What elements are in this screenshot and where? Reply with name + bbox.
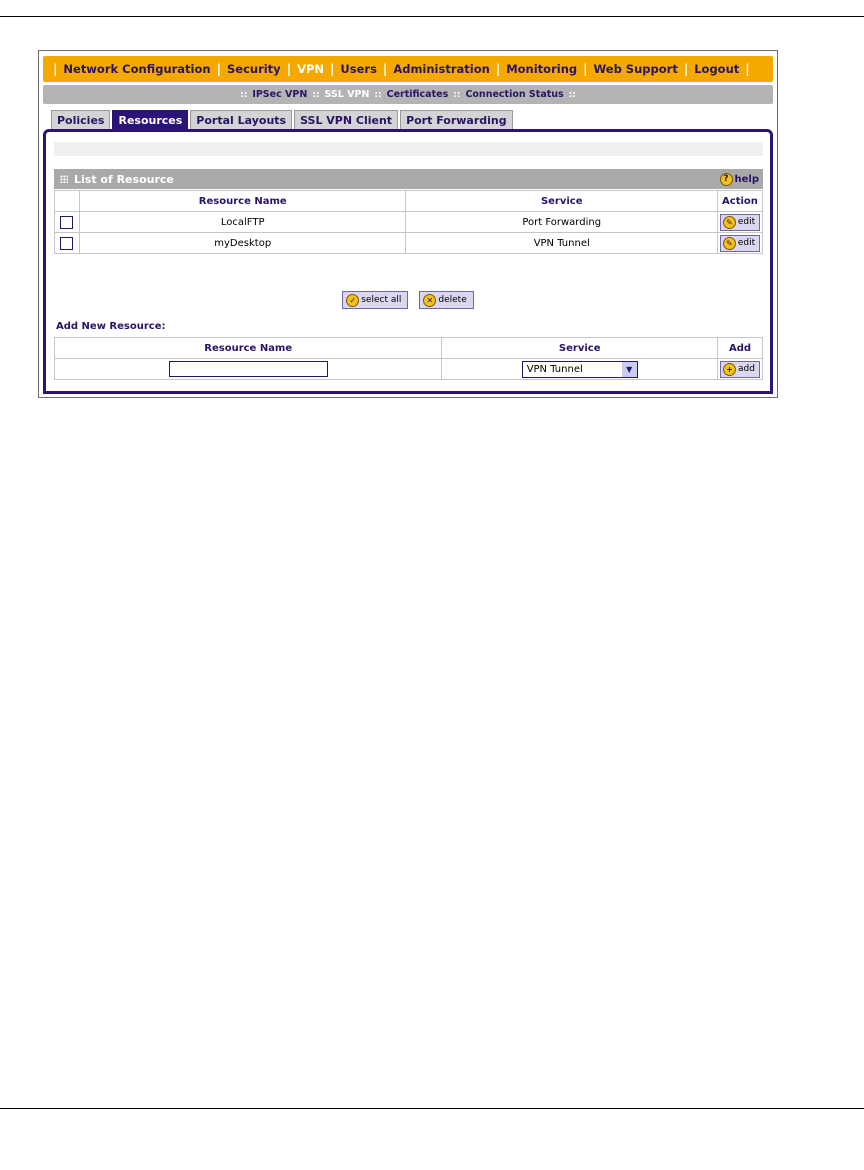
row-checkbox[interactable]: [60, 237, 73, 250]
edit-icon: ✎: [723, 216, 736, 229]
row-select-cell: [55, 233, 80, 254]
subnav-separator: ::: [568, 89, 576, 100]
select-all-label: select all: [361, 295, 402, 305]
resource-name-input-cell: [55, 359, 442, 380]
plus-icon: +: [723, 363, 736, 376]
nav-separator: |: [53, 62, 58, 76]
action-cell: [717, 233, 762, 254]
delete-icon: ✕: [423, 294, 436, 307]
tab-policies[interactable]: Policies: [51, 110, 110, 129]
nav-monitoring[interactable]: Monitoring: [506, 62, 578, 76]
page-top-rule: [0, 16, 864, 17]
nav-administration[interactable]: Administration: [393, 62, 490, 76]
nav-network-configuration[interactable]: Network Configuration: [63, 62, 211, 76]
subnav-separator: ::: [453, 89, 461, 100]
message-bar: [54, 142, 763, 156]
nav-separator: |: [745, 62, 750, 76]
column-header-add: Add: [717, 338, 762, 359]
add-button[interactable]: [720, 361, 760, 378]
service-select-value: VPN Tunnel: [526, 363, 583, 375]
delete-label: delete: [438, 295, 467, 305]
add-resource-table: [54, 337, 763, 380]
grip-icon: [60, 175, 68, 183]
tab-port-forwarding[interactable]: Port Forwarding: [400, 110, 513, 129]
subnav-separator: ::: [312, 89, 320, 100]
check-icon: ✓: [346, 294, 359, 307]
subnav-connection-status[interactable]: Connection Status: [465, 89, 564, 100]
nav-separator: |: [382, 62, 388, 76]
content-panel: [43, 129, 773, 394]
resource-name-cell: LocalFTP: [79, 212, 406, 233]
nav-separator: |: [495, 62, 501, 76]
nav-separator: |: [583, 62, 588, 76]
nav-separator: |: [683, 62, 689, 76]
add-section-title: Add New Resource:: [56, 321, 166, 332]
list-section-title: List of Resource: [74, 172, 174, 186]
column-header-resource-name: Resource Name: [79, 191, 406, 212]
delete-button[interactable]: [419, 291, 473, 309]
column-header-resource-name: Resource Name: [55, 338, 442, 359]
nav-security[interactable]: Security: [226, 62, 281, 76]
checkbox-header: [55, 191, 80, 212]
row-checkbox[interactable]: [60, 216, 73, 229]
subnav-ssl-vpn[interactable]: SSL VPN: [324, 89, 370, 100]
edit-button-label: edit: [737, 217, 756, 227]
help-link[interactable]: [720, 173, 760, 186]
resource-name-cell: myDesktop: [79, 233, 406, 254]
page-bottom-rule: [0, 1108, 864, 1109]
edit-button-label: edit: [737, 238, 756, 248]
nav-separator: |: [286, 62, 292, 76]
chevron-down-icon[interactable]: ▼: [622, 362, 637, 377]
tab-ssl-vpn-client[interactable]: SSL VPN Client: [294, 110, 398, 129]
help-label: help: [734, 173, 759, 185]
table-row: [55, 359, 763, 380]
table-row: [55, 233, 763, 254]
column-header-action: Action: [717, 191, 762, 212]
nav-web-support[interactable]: Web Support: [593, 62, 678, 76]
table-row: [55, 212, 763, 233]
column-header-service: Service: [442, 338, 718, 359]
service-cell: VPN Tunnel: [406, 233, 718, 254]
nav-separator: |: [216, 62, 221, 76]
subnav-separator: ::: [374, 89, 382, 100]
service-cell: Port Forwarding: [406, 212, 718, 233]
tab-resources[interactable]: Resources: [112, 110, 188, 129]
subnav-ipsec-vpn[interactable]: IPSec VPN: [252, 89, 308, 100]
nav-separator: |: [330, 62, 335, 76]
column-header-service: Service: [406, 191, 718, 212]
list-actions: [46, 291, 770, 309]
screenshot-frame: [38, 50, 778, 398]
service-select[interactable]: [522, 361, 638, 378]
edit-icon: ✎: [723, 237, 736, 250]
sub-nav: [43, 85, 773, 104]
edit-button[interactable]: [720, 235, 760, 252]
edit-button[interactable]: [720, 214, 760, 231]
add-cell: [717, 359, 762, 380]
service-select-cell: [442, 359, 718, 380]
table-header-row: [55, 338, 763, 359]
main-nav: [43, 56, 773, 82]
tab-portal-layouts[interactable]: Portal Layouts: [190, 110, 292, 129]
help-icon: ?: [720, 173, 733, 186]
row-select-cell: [55, 212, 80, 233]
subnav-certificates[interactable]: Certificates: [386, 89, 449, 100]
subnav-separator: ::: [240, 89, 248, 100]
list-section-title-wrap: [60, 173, 174, 186]
list-section-header: [54, 169, 763, 189]
select-all-button[interactable]: [342, 291, 408, 309]
tab-bar: [51, 110, 515, 129]
resource-list-table: [54, 190, 763, 254]
table-header-row: [55, 191, 763, 212]
add-button-label: add: [738, 364, 755, 374]
nav-users[interactable]: Users: [340, 62, 377, 76]
nav-logout[interactable]: Logout: [694, 62, 740, 76]
nav-vpn[interactable]: VPN: [297, 62, 325, 76]
resource-name-input[interactable]: [169, 361, 328, 377]
action-cell: [717, 212, 762, 233]
